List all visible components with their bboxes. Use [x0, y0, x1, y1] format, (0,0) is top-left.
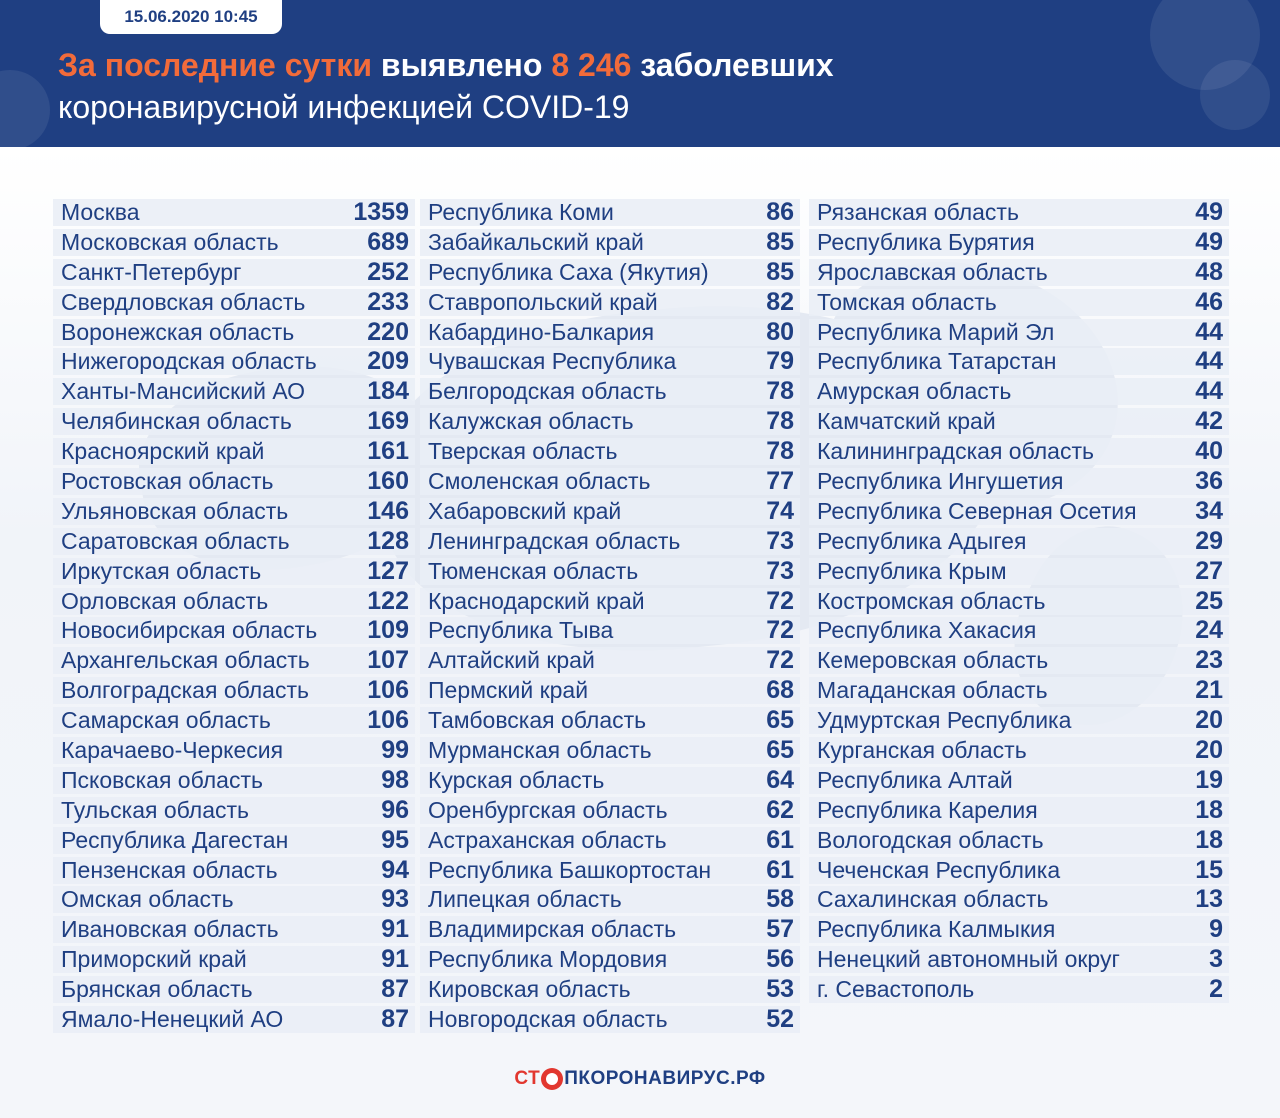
case-count: 18: [1195, 825, 1223, 854]
case-count: 127: [367, 556, 409, 585]
region-name: Орловская область: [61, 587, 269, 614]
table-row: [53, 827, 415, 854]
region-name: Воронежская область: [61, 318, 295, 345]
region-name: Ханты-Мансийский АО: [61, 378, 306, 405]
case-count: 94: [381, 855, 409, 884]
region-name: Республика Алтай: [817, 766, 1013, 793]
case-count: 78: [766, 377, 794, 406]
region-name: Республика Дагестан: [61, 826, 289, 853]
table-row: [420, 737, 800, 764]
region-name: Республика Карелия: [817, 796, 1038, 823]
table-row: [53, 737, 415, 764]
table-row: [53, 617, 415, 644]
header-banner: [0, 0, 1280, 147]
region-name: Ульяновская область: [61, 497, 289, 524]
case-count: 161: [367, 437, 409, 466]
region-name: Челябинская область: [61, 408, 292, 435]
table-row: [420, 588, 800, 615]
case-count: 44: [1195, 317, 1223, 346]
region-name: Владимирская область: [428, 916, 677, 943]
region-name: Омская область: [61, 886, 234, 913]
page-title: [58, 44, 1158, 128]
case-count: 98: [381, 765, 409, 794]
region-name: Амурская область: [817, 378, 1012, 405]
table-row: [809, 827, 1229, 854]
region-name: Кемеровская область: [817, 647, 1049, 674]
table-row: [53, 857, 415, 884]
table-row: [420, 797, 800, 824]
case-count: 36: [1195, 467, 1223, 496]
table-row: [420, 259, 800, 286]
case-count: 61: [766, 825, 794, 854]
table-row: [809, 797, 1229, 824]
region-name: Псковская область: [61, 766, 263, 793]
table-row: [420, 857, 800, 884]
table-row: [420, 408, 800, 435]
table-row: [420, 946, 800, 973]
table-row: [53, 677, 415, 704]
table-row: [53, 528, 415, 555]
table-row: [809, 289, 1229, 316]
case-count: 20: [1195, 736, 1223, 765]
table-row: [420, 647, 800, 674]
case-count: 689: [367, 227, 409, 256]
table-row: [420, 916, 800, 943]
case-count: 96: [381, 795, 409, 824]
table-row: [53, 707, 415, 734]
case-count: 73: [766, 556, 794, 585]
footer-logo: [0, 1064, 1280, 1094]
logo-text-part1: СТ: [514, 1068, 541, 1089]
case-count: 68: [766, 676, 794, 705]
case-count: 91: [381, 945, 409, 974]
case-count: 93: [381, 885, 409, 914]
case-count: 78: [766, 437, 794, 466]
region-name: Астраханская область: [428, 826, 667, 853]
table-row: [420, 348, 800, 375]
case-count: 57: [766, 915, 794, 944]
region-name: Карачаево-Черкесия: [61, 737, 284, 764]
region-name: Республика Крым: [817, 557, 1007, 584]
table-row: [420, 289, 800, 316]
case-count: 209: [367, 347, 409, 376]
case-count: 77: [766, 467, 794, 496]
region-name: Костромская область: [817, 587, 1046, 614]
case-count: 34: [1195, 496, 1223, 525]
case-count: 87: [381, 975, 409, 1004]
region-name: Кировская область: [428, 976, 631, 1003]
case-count: 3: [1209, 945, 1223, 974]
table-row: [809, 259, 1229, 286]
case-count: 65: [766, 736, 794, 765]
case-count: 21: [1195, 676, 1223, 705]
region-name: Тверская область: [428, 438, 618, 465]
case-count: 146: [367, 496, 409, 525]
case-count: 49: [1195, 227, 1223, 256]
case-count: 18: [1195, 795, 1223, 824]
region-name: Москва: [61, 199, 140, 225]
case-count: 15: [1195, 855, 1223, 884]
region-name: Хабаровский край: [428, 497, 622, 524]
table-row: [420, 319, 800, 346]
case-count: 61: [766, 855, 794, 884]
table-row: [53, 647, 415, 674]
table-row: [809, 528, 1229, 555]
region-name: Тамбовская область: [428, 707, 647, 734]
table-row: [809, 319, 1229, 346]
case-count: 53: [766, 975, 794, 1004]
region-name: Чеченская Республика: [817, 856, 1061, 883]
case-count: 78: [766, 407, 794, 436]
table-row: [53, 468, 415, 495]
table-row: [809, 976, 1229, 1003]
case-count: 128: [367, 526, 409, 555]
case-count: 46: [1195, 287, 1223, 316]
virus-decoration-icon: [0, 70, 50, 147]
region-name: Республика Тыва: [428, 617, 614, 644]
region-name: Калужская область: [428, 408, 634, 435]
region-name: Волгоградская область: [61, 677, 309, 704]
table-row: [53, 588, 415, 615]
case-count: 44: [1195, 347, 1223, 376]
case-count: 74: [766, 496, 794, 525]
table-row: [53, 229, 415, 256]
region-name: Нижегородская область: [61, 348, 317, 375]
case-count: 72: [766, 586, 794, 615]
table-row: [420, 886, 800, 913]
region-name: Алтайский край: [428, 647, 595, 674]
table-row: [420, 617, 800, 644]
case-count: 42: [1195, 407, 1223, 436]
region-name: Ярославская область: [817, 258, 1048, 285]
case-count: 58: [766, 885, 794, 914]
region-name: Приморский край: [61, 946, 247, 973]
case-count: 85: [766, 227, 794, 256]
case-count: 20: [1195, 706, 1223, 735]
case-count: 91: [381, 915, 409, 944]
case-count: 52: [766, 1005, 794, 1034]
table-row: [53, 1006, 415, 1033]
case-count: 9: [1209, 915, 1223, 944]
table-row: [809, 408, 1229, 435]
case-count: 29: [1195, 526, 1223, 555]
case-count: 169: [367, 407, 409, 436]
region-column-1: [53, 199, 415, 1036]
table-row: [809, 886, 1229, 913]
region-name: Республика Саха (Якутия): [428, 258, 709, 285]
case-count: 72: [766, 616, 794, 645]
case-count: 72: [766, 646, 794, 675]
table-row: [420, 767, 800, 794]
region-name: Томская область: [817, 288, 997, 315]
table-row: [53, 438, 415, 465]
table-row: [809, 857, 1229, 884]
case-count: 99: [381, 736, 409, 765]
region-name: Чувашская Республика: [428, 348, 677, 375]
region-name: Вологодская область: [817, 826, 1044, 853]
case-count: 160: [367, 467, 409, 496]
region-name: Удмуртская Республика: [817, 707, 1072, 734]
region-name: Республика Коми: [428, 199, 614, 225]
region-name: Курская область: [428, 766, 605, 793]
case-count: 73: [766, 526, 794, 555]
region-name: Оренбургская область: [428, 796, 668, 823]
region-name: Пензенская область: [61, 856, 278, 883]
region-name: Республика Башкортостан: [428, 856, 712, 883]
region-name: Калининградская область: [817, 438, 1094, 465]
logo-text-part2: ПКОРОНАВИРУС.РФ: [564, 1068, 766, 1089]
region-name: Смоленская область: [428, 468, 651, 495]
table-row: [809, 558, 1229, 585]
headline-accent: За последние сутки: [58, 47, 373, 83]
date-badge: 15.06.2020 10:45: [100, 0, 282, 34]
case-count: 24: [1195, 616, 1223, 645]
table-row: [53, 797, 415, 824]
table-row: [809, 229, 1229, 256]
region-name: Республика Хакасия: [817, 617, 1037, 644]
region-name: Республика Калмыкия: [817, 916, 1056, 943]
case-count: 80: [766, 317, 794, 346]
region-name: Ивановская область: [61, 916, 279, 943]
table-row: [420, 976, 800, 1003]
case-count: 13: [1195, 885, 1223, 914]
table-row: [809, 378, 1229, 405]
region-name: Камчатский край: [817, 408, 996, 435]
table-row: [809, 617, 1229, 644]
case-count: 62: [766, 795, 794, 824]
region-name: Красноярский край: [61, 438, 265, 465]
table-row: [53, 259, 415, 286]
table-row: [420, 438, 800, 465]
region-name: Тюменская область: [428, 557, 639, 584]
region-name: Республика Бурятия: [817, 228, 1035, 255]
table-row: [809, 199, 1229, 226]
table-row: [53, 886, 415, 913]
case-count: 1359: [353, 198, 409, 226]
case-count: 49: [1195, 198, 1223, 226]
table-row: [420, 677, 800, 704]
case-count: 85: [766, 257, 794, 286]
region-name: Магаданская область: [817, 677, 1048, 704]
region-name: Пермский край: [428, 677, 589, 704]
region-name: Архангельская область: [61, 647, 310, 674]
table-row: [420, 229, 800, 256]
region-name: г. Севастополь: [817, 976, 975, 1003]
table-row: [420, 528, 800, 555]
table-row: [53, 498, 415, 525]
region-name: Санкт-Петербург: [61, 258, 242, 285]
table-row: [809, 767, 1229, 794]
case-count: 79: [766, 347, 794, 376]
region-name: Московская область: [61, 228, 279, 255]
case-count: 220: [367, 317, 409, 346]
table-row: [420, 498, 800, 525]
table-row: [53, 289, 415, 316]
case-count: 87: [381, 1005, 409, 1034]
table-row: [53, 558, 415, 585]
region-name: Саратовская область: [61, 527, 290, 554]
table-row: [53, 408, 415, 435]
region-name: Республика Северная Осетия: [817, 497, 1137, 524]
region-name: Республика Мордовия: [428, 946, 668, 973]
case-count: 107: [367, 646, 409, 675]
case-count: 86: [766, 198, 794, 226]
table-row: [420, 199, 800, 226]
case-count: 64: [766, 765, 794, 794]
table-row: [420, 468, 800, 495]
virus-stop-icon: [541, 1068, 563, 1090]
table-row: [809, 468, 1229, 495]
region-name: Липецкая область: [428, 886, 622, 913]
case-count: 27: [1195, 556, 1223, 585]
headline-tail: заболевших: [640, 47, 834, 83]
region-name: Рязанская область: [817, 199, 1019, 225]
table-row: [53, 946, 415, 973]
case-count: 65: [766, 706, 794, 735]
table-row: [809, 707, 1229, 734]
case-count: 233: [367, 287, 409, 316]
case-count: 122: [367, 586, 409, 615]
case-count: 106: [367, 676, 409, 705]
region-name: Новосибирская область: [61, 617, 318, 644]
table-row: [809, 348, 1229, 375]
case-count: 25: [1195, 586, 1223, 615]
region-name: Иркутская область: [61, 557, 262, 584]
table-row: [809, 916, 1229, 943]
region-name: Кабардино-Балкария: [428, 318, 655, 345]
case-count: 56: [766, 945, 794, 974]
region-name: Республика Ингушетия: [817, 468, 1064, 495]
case-count: 19: [1195, 765, 1223, 794]
headline-line2: коронавирусной инфекцией COVID-19: [58, 89, 630, 125]
case-count: 252: [367, 257, 409, 286]
region-name: Ямало-Ненецкий АО: [61, 1006, 284, 1033]
table-row: [53, 916, 415, 943]
region-name: Республика Марий Эл: [817, 318, 1055, 345]
region-name: Тульская область: [61, 796, 250, 823]
region-name: Новгородская область: [428, 1006, 668, 1033]
case-count: 2: [1209, 975, 1223, 1004]
region-name: Ставропольский край: [428, 288, 658, 315]
table-row: [53, 348, 415, 375]
headline-mid: выявлено: [380, 47, 543, 83]
table-row: [420, 707, 800, 734]
case-count: 95: [381, 825, 409, 854]
region-name: Забайкальский край: [428, 228, 644, 255]
case-count: 82: [766, 287, 794, 316]
region-column-2: [420, 199, 800, 1036]
region-name: Брянская область: [61, 976, 253, 1003]
table-row: [420, 1006, 800, 1033]
table-row: [809, 677, 1229, 704]
region-name: Свердловская область: [61, 288, 306, 315]
region-column-3: [809, 199, 1229, 1006]
table-row: [809, 647, 1229, 674]
region-name: Краснодарский край: [428, 587, 645, 614]
case-count: 40: [1195, 437, 1223, 466]
case-count: 184: [367, 377, 409, 406]
region-name: Курганская область: [817, 737, 1027, 764]
table-row: [420, 827, 800, 854]
table-row: [53, 378, 415, 405]
region-name: Сахалинская область: [817, 886, 1049, 913]
region-name: Республика Татарстан: [817, 348, 1057, 375]
table-row: [53, 976, 415, 1003]
region-name: Самарская область: [61, 707, 271, 734]
region-name: Мурманская область: [428, 737, 652, 764]
region-name: Ленинградская область: [428, 527, 681, 554]
region-name: Ростовская область: [61, 468, 274, 495]
table-row: [420, 558, 800, 585]
case-count: 23: [1195, 646, 1223, 675]
region-name: Белгородская область: [428, 378, 667, 405]
table-row: [809, 438, 1229, 465]
table-row: [809, 588, 1229, 615]
case-count: 44: [1195, 377, 1223, 406]
table-row: [420, 378, 800, 405]
table-row: [53, 767, 415, 794]
case-count: 109: [367, 616, 409, 645]
virus-decoration-icon: [1200, 60, 1270, 130]
region-name: Ненецкий автономный округ: [817, 946, 1120, 973]
table-row: [53, 199, 415, 226]
table-row: [809, 498, 1229, 525]
table-row: [809, 946, 1229, 973]
region-name: Республика Адыгея: [817, 527, 1027, 554]
table-row: [809, 737, 1229, 764]
case-count: 48: [1195, 257, 1223, 286]
case-count: 106: [367, 706, 409, 735]
table-row: [53, 319, 415, 346]
headline-count: 8 246: [551, 47, 632, 83]
